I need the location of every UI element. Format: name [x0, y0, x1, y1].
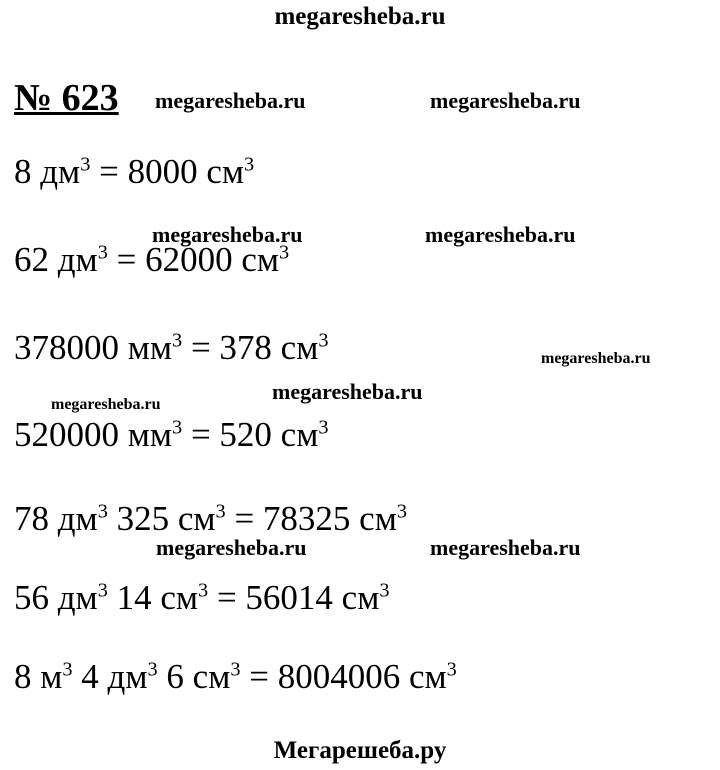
line-7-sup-d: 3 [446, 658, 457, 681]
line-6-sup-c: 3 [379, 579, 390, 602]
watermark: megaresheba.ru [156, 535, 307, 560]
line-5-part-a: 78 дм [14, 499, 98, 538]
line-7-sup-c: 3 [230, 658, 241, 681]
line-5-part-c: = 78325 см [225, 499, 397, 538]
line-6-sup-a: 3 [97, 579, 108, 602]
line-1-sup-b: 3 [244, 153, 255, 176]
line-6-sup-b: 3 [198, 579, 209, 602]
line-1-part-b: = 8000 см [90, 152, 245, 191]
solution-line-7 [14, 657, 457, 697]
solution-line-5 [14, 499, 407, 539]
line-7-sup-b: 3 [147, 658, 158, 681]
watermark: megaresheba.ru [541, 350, 651, 367]
solution-line-3 [14, 328, 329, 368]
line-2-sup-b: 3 [279, 241, 290, 264]
watermark: megaresheba.ru [430, 535, 581, 560]
line-5-sup-a: 3 [97, 500, 108, 523]
line-7-sup-a: 3 [62, 658, 73, 681]
solution-line-4 [14, 415, 329, 455]
line-5-sup-b: 3 [215, 500, 226, 523]
top-watermark-title: megaresheba.ru [274, 3, 446, 30]
watermark: megaresheba.ru [430, 88, 581, 113]
line-4-sup-a: 3 [172, 416, 183, 439]
line-3-sup-b: 3 [318, 329, 329, 352]
line-7-part-c: 6 см [157, 657, 231, 696]
line-3-part-a: 378000 мм [14, 328, 173, 367]
line-1-part-a: 8 дм [14, 152, 81, 191]
line-4-part-a: 520000 мм [14, 415, 173, 454]
line-7-part-d: = 8004006 см [240, 657, 447, 696]
task-number-text: № 623 [14, 77, 119, 119]
watermark: megaresheba.ru [152, 222, 303, 247]
watermark: megaresheba.ru [51, 396, 161, 413]
line-4-part-b: = 520 см [182, 415, 319, 454]
line-2-part-a: 62 дм [14, 240, 98, 279]
line-3-sup-a: 3 [172, 329, 183, 352]
watermark: megaresheba.ru [425, 222, 576, 247]
line-1-sup-a: 3 [80, 153, 91, 176]
line-6-part-b: 14 см [107, 578, 199, 617]
solution-line-6 [14, 578, 390, 618]
solution-line-1 [14, 152, 254, 192]
watermark: megaresheba.ru [272, 379, 423, 404]
line-5-part-b: 325 см [107, 499, 216, 538]
line-6-part-c: = 56014 см [208, 578, 380, 617]
task-number [14, 76, 119, 120]
line-5-sup-c: 3 [396, 500, 407, 523]
line-2-part-b: = 62000 см [107, 240, 280, 279]
line-7-part-a: 8 м [14, 657, 63, 696]
line-7-part-b: 4 дм [72, 657, 148, 696]
line-6-part-a: 56 дм [14, 578, 98, 617]
line-4-sup-b: 3 [318, 416, 329, 439]
line-2-sup-a: 3 [97, 241, 108, 264]
watermark: megaresheba.ru [155, 88, 306, 113]
line-3-part-b: = 378 см [182, 328, 319, 367]
bottom-watermark-title: Мегарешеба.ру [273, 737, 447, 764]
